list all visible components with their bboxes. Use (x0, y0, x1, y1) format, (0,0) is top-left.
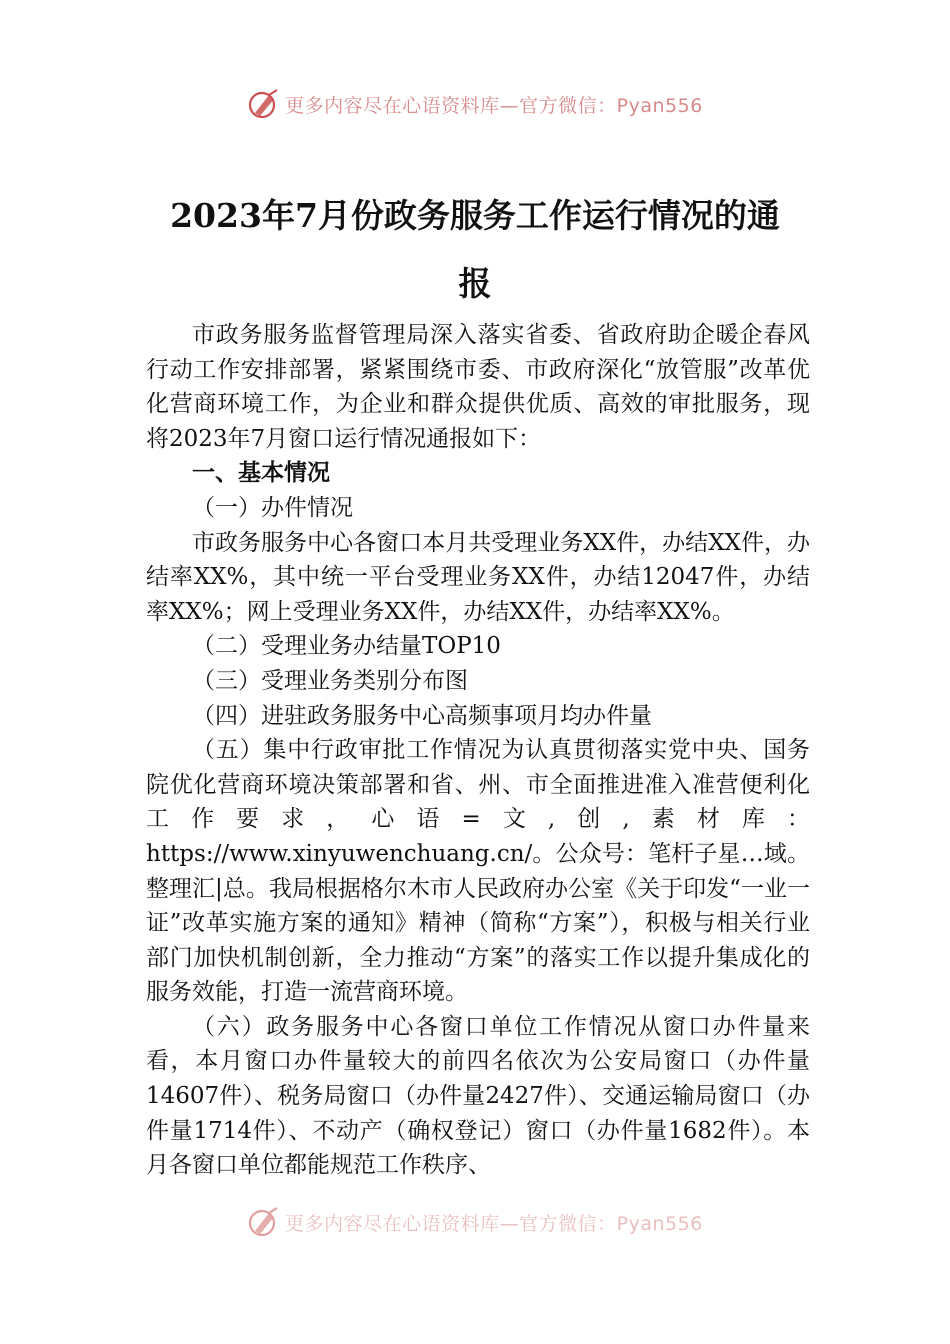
subsection-heading: （四）进驻政务服务中心高频事项月均办件量 (192, 702, 652, 729)
body-paragraph: （六）政务服务中心各窗口单位工作情况从窗口办件量来看，本月窗口办件量较大的前四名依次为公安局窗口（办件量14607件）、税务局窗口（办件量2427件）、交通运输局窗口（办件量1714件）、不动产（确权登记）窗口（办件量1682件）。本月各窗口单位都能规范工作秩序、 (146, 1013, 810, 1179)
document-body (146, 318, 810, 1183)
subsection-heading: （一）办件情况 (192, 494, 353, 521)
watermark-text: 更多内容尽在心语资料库—官方微信：Pyan556 (285, 1212, 703, 1235)
watermark-footer (0, 1200, 950, 1244)
subsection-heading: （二）受理业务办结量TOP10 (192, 633, 501, 660)
document-title-line2: 报 (458, 264, 492, 303)
body-paragraph: 市政务服务中心各窗口本月共受理业务XX件，办结XX件，办结率XX%，其中统一平台受理业务XX件，办结12047件，办结率XX%；网上受理业务XX件，办结XX件，办结率XX%。 (146, 529, 810, 625)
watermark-header (0, 82, 950, 126)
pen-nib-logo-icon (247, 87, 281, 121)
body-paragraph: （五）集中行政审批工作情况为认真贯彻落实党中央、国务院优化营商环境决策部署和省、州、市全面推进准入准营便利化工作要求，心语=文,创,素材库：https://www.xinyuwenchuang.cn/。公众号：笔杆子星…域。整理汇|总。我局根据格尔木市人民政府办公室《关于印发“一业一证”改革实施方案的通知》精神（简称“方案”），积极与相关行业部门加快机制创新，全力推动“方案”的落实工作以提升集成化的服务效能，打造一流营商环境。 (146, 737, 810, 1006)
section-heading: 一、基本情况 (192, 459, 330, 487)
document-title-line1: 2023年7月份政务服务工作运行情况的通 (170, 196, 780, 235)
watermark-text: 更多内容尽在心语资料库—官方微信：Pyan556 (285, 94, 703, 117)
pen-nib-logo-icon (247, 1205, 281, 1239)
body-paragraph: 市政务服务监督管理局深入落实省委、省政府助企暖企春风行动工作安排部署，紧紧围绕市委、市政府深化“放管服”改革优化营商环境工作，为企业和群众提供优质、高效的审批服务，现将2023年7月窗口运行情况通报如下： (146, 322, 810, 452)
subsection-heading: （三）受理业务类别分布图 (192, 667, 468, 694)
